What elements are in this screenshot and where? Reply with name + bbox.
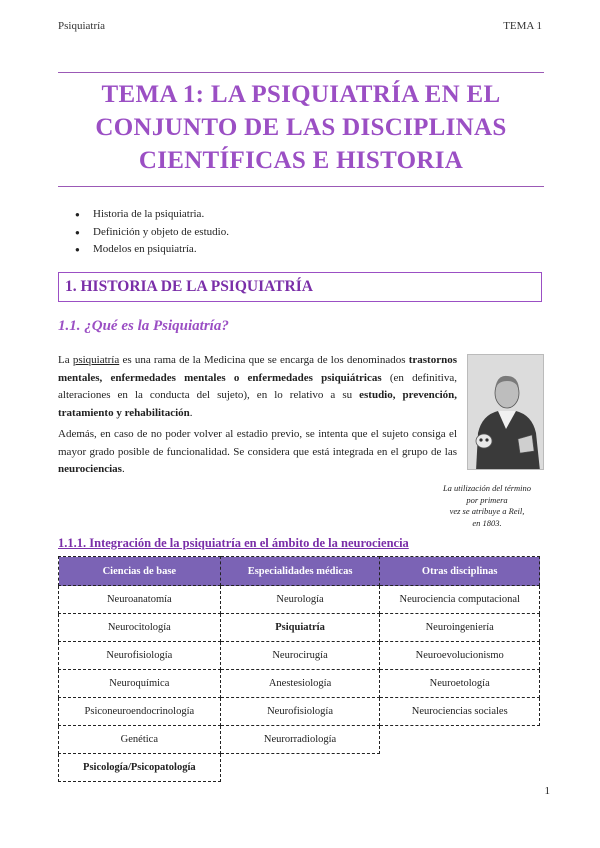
paragraph-definition <box>58 352 457 422</box>
table-header-row <box>59 557 540 586</box>
table-row <box>59 754 540 782</box>
bold-text: neurociencias <box>58 463 122 475</box>
table-cell: Neurociencias sociales <box>380 698 540 726</box>
column-header: Ciencias de base <box>59 557 221 586</box>
list-item: ● Definición y objeto de estudio. <box>75 224 229 242</box>
table-cell: Neurocitología <box>59 614 221 642</box>
table-row <box>59 726 540 754</box>
table-cell: Neurocirugía <box>220 642 380 670</box>
text: . <box>121 463 125 475</box>
header-right: TEMA 1 <box>503 20 542 32</box>
topic-list <box>75 206 229 259</box>
table-cell: Genética <box>59 726 221 754</box>
table-cell: Neuroetología <box>380 670 540 698</box>
page-number: 1 <box>544 785 550 797</box>
caption-line: La utilización del término <box>442 483 532 493</box>
table-cell: Psicología/Psicopatología <box>59 754 221 782</box>
bold-text: estudio, prevención, tratamiento y rehabilitación <box>58 389 458 419</box>
header-left: Psiquiatría <box>58 20 106 32</box>
paragraph-neurociencias <box>58 426 457 479</box>
table-row <box>59 698 540 726</box>
portrait-caption <box>430 483 544 529</box>
table-cell-empty <box>380 754 540 782</box>
table-cell: Neuroingeniería <box>380 614 540 642</box>
column-header: Especialidades médicas <box>220 557 380 586</box>
title-top-rule <box>58 72 544 73</box>
table-cell: Neurofisiología <box>59 642 221 670</box>
term-psiquiatria: psiquiatría <box>72 354 120 366</box>
table-cell: Psiquiatría <box>220 614 380 642</box>
portrait-image <box>467 354 544 470</box>
text: Además, en caso de no poder volver al estadio previo, se intenta que el sujeto consiga el mayor grado posible de funcionalidad. Se considera que está integrada en el grupo de las <box>58 428 457 458</box>
title-bottom-rule <box>58 186 544 187</box>
table-cell: Neurorradiología <box>220 726 380 754</box>
text: . <box>189 406 193 419</box>
subsection-heading: 1.1. ¿Qué es la Psiquiatría? <box>58 318 229 334</box>
section-heading: 1. HISTORIA DE LA PSIQUIATRÍA <box>58 272 542 302</box>
table-row <box>59 642 540 670</box>
caption-line: vez se atribuye a Reil, <box>449 506 525 516</box>
caption-line: en 1803. <box>472 517 502 528</box>
table-cell: Neurofisiología <box>220 698 380 726</box>
table-cell: Neuroanatomía <box>59 586 221 614</box>
text: La <box>58 354 73 366</box>
table-row <box>59 586 540 614</box>
table-cell: Anestesiología <box>220 670 380 698</box>
column-header: Otras disciplinas <box>380 557 540 586</box>
table-cell: Psiconeuroendocrinología <box>59 698 221 726</box>
caption-line: por primera <box>466 494 508 505</box>
portrait-drawing <box>468 355 544 470</box>
table-cell: Neuroquímica <box>59 670 221 698</box>
table-row <box>59 670 540 698</box>
list-item: ● Modelos en psiquiatría. <box>75 241 229 259</box>
bold-text: trastornos mentales, enfermedades mentales o enfermedades psiquiátricas <box>58 354 457 384</box>
title-line-1: TEMA 1: LA PSIQUIATRÍA EN EL <box>101 81 501 108</box>
text: (en definitiva, alteraciones en la conducta del sujeto), en lo relativo a su <box>58 371 457 401</box>
page-title <box>58 78 544 177</box>
subsubsection-heading: 1.1.1. Integración de la psiquiatría en el ámbito de la neurociencia <box>58 536 409 550</box>
table-row <box>59 614 540 642</box>
table-cell: Neurología <box>220 586 380 614</box>
list-item: ● Historia de la psiquiatria. <box>75 206 229 224</box>
table-cell: Neurociencia computacional <box>380 586 540 614</box>
table-cell-empty <box>380 726 540 754</box>
title-line-2: CONJUNTO DE LAS DISCIPLINAS <box>95 114 507 141</box>
table-cell: Neuroevolucionismo <box>380 642 540 670</box>
title-line-3: CIENTÍFICAS E HISTORIA <box>138 147 464 174</box>
text: es una rama de la Medicina que se encarga de los denominados <box>119 354 409 366</box>
table-cell-empty <box>220 754 380 782</box>
neuroscience-table <box>58 556 540 782</box>
